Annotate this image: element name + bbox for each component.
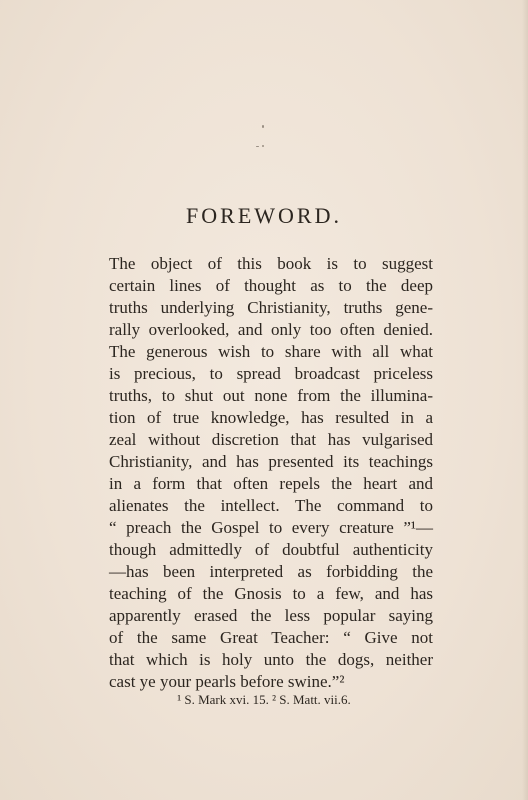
page-edge-shadow bbox=[522, 0, 528, 800]
text-line: The object of this book is to suggest bbox=[109, 254, 433, 273]
text-line: teaching of the Gnosis to a few, and has bbox=[109, 584, 433, 603]
paper-speck bbox=[256, 146, 259, 147]
text-line: is precious, to spread broadcast priceless bbox=[109, 364, 433, 383]
paper-speck bbox=[262, 145, 264, 147]
text-line: truths underlying Christianity, truths gene- bbox=[109, 298, 433, 317]
text-line: in a form that often repels the heart and bbox=[109, 474, 433, 493]
text-line: that which is holy unto the dogs, neither bbox=[109, 650, 433, 669]
paper-speck bbox=[262, 125, 264, 128]
text-line: alienates the intellect. The command to bbox=[109, 496, 433, 515]
page-title: FOREWORD. bbox=[186, 203, 342, 228]
text-line: rally overlooked, and only too often denied. bbox=[109, 320, 433, 339]
text-line: of the same Great Teacher: “ Give not bbox=[109, 628, 433, 647]
text-line: tion of true knowledge, has resulted in a bbox=[109, 408, 433, 427]
foreword-paragraph bbox=[109, 253, 433, 693]
text-line: —has been interpreted as forbidding the bbox=[109, 562, 433, 581]
text-line: certain lines of thought as to the deep bbox=[109, 276, 433, 295]
text-line: zeal without discretion that has vulgarised bbox=[109, 430, 433, 449]
text-line: truths, to shut out none from the illumina- bbox=[109, 386, 433, 405]
text-line: The generous wish to share with all what bbox=[109, 342, 433, 361]
text-line: “ preach the Gospel to every creature ”¹— bbox=[109, 518, 433, 537]
text-line: Christianity, and has presented its teachings bbox=[109, 452, 433, 471]
text-line: apparently erased the less popular saying bbox=[109, 606, 433, 625]
text-line: cast ye your pearls before swine.”² bbox=[109, 672, 345, 691]
text-line: though admittedly of doubtful authenticity bbox=[109, 540, 433, 559]
footnotes: ¹ S. Mark xvi. 15. ² S. Matt. vii.6. bbox=[177, 692, 351, 707]
